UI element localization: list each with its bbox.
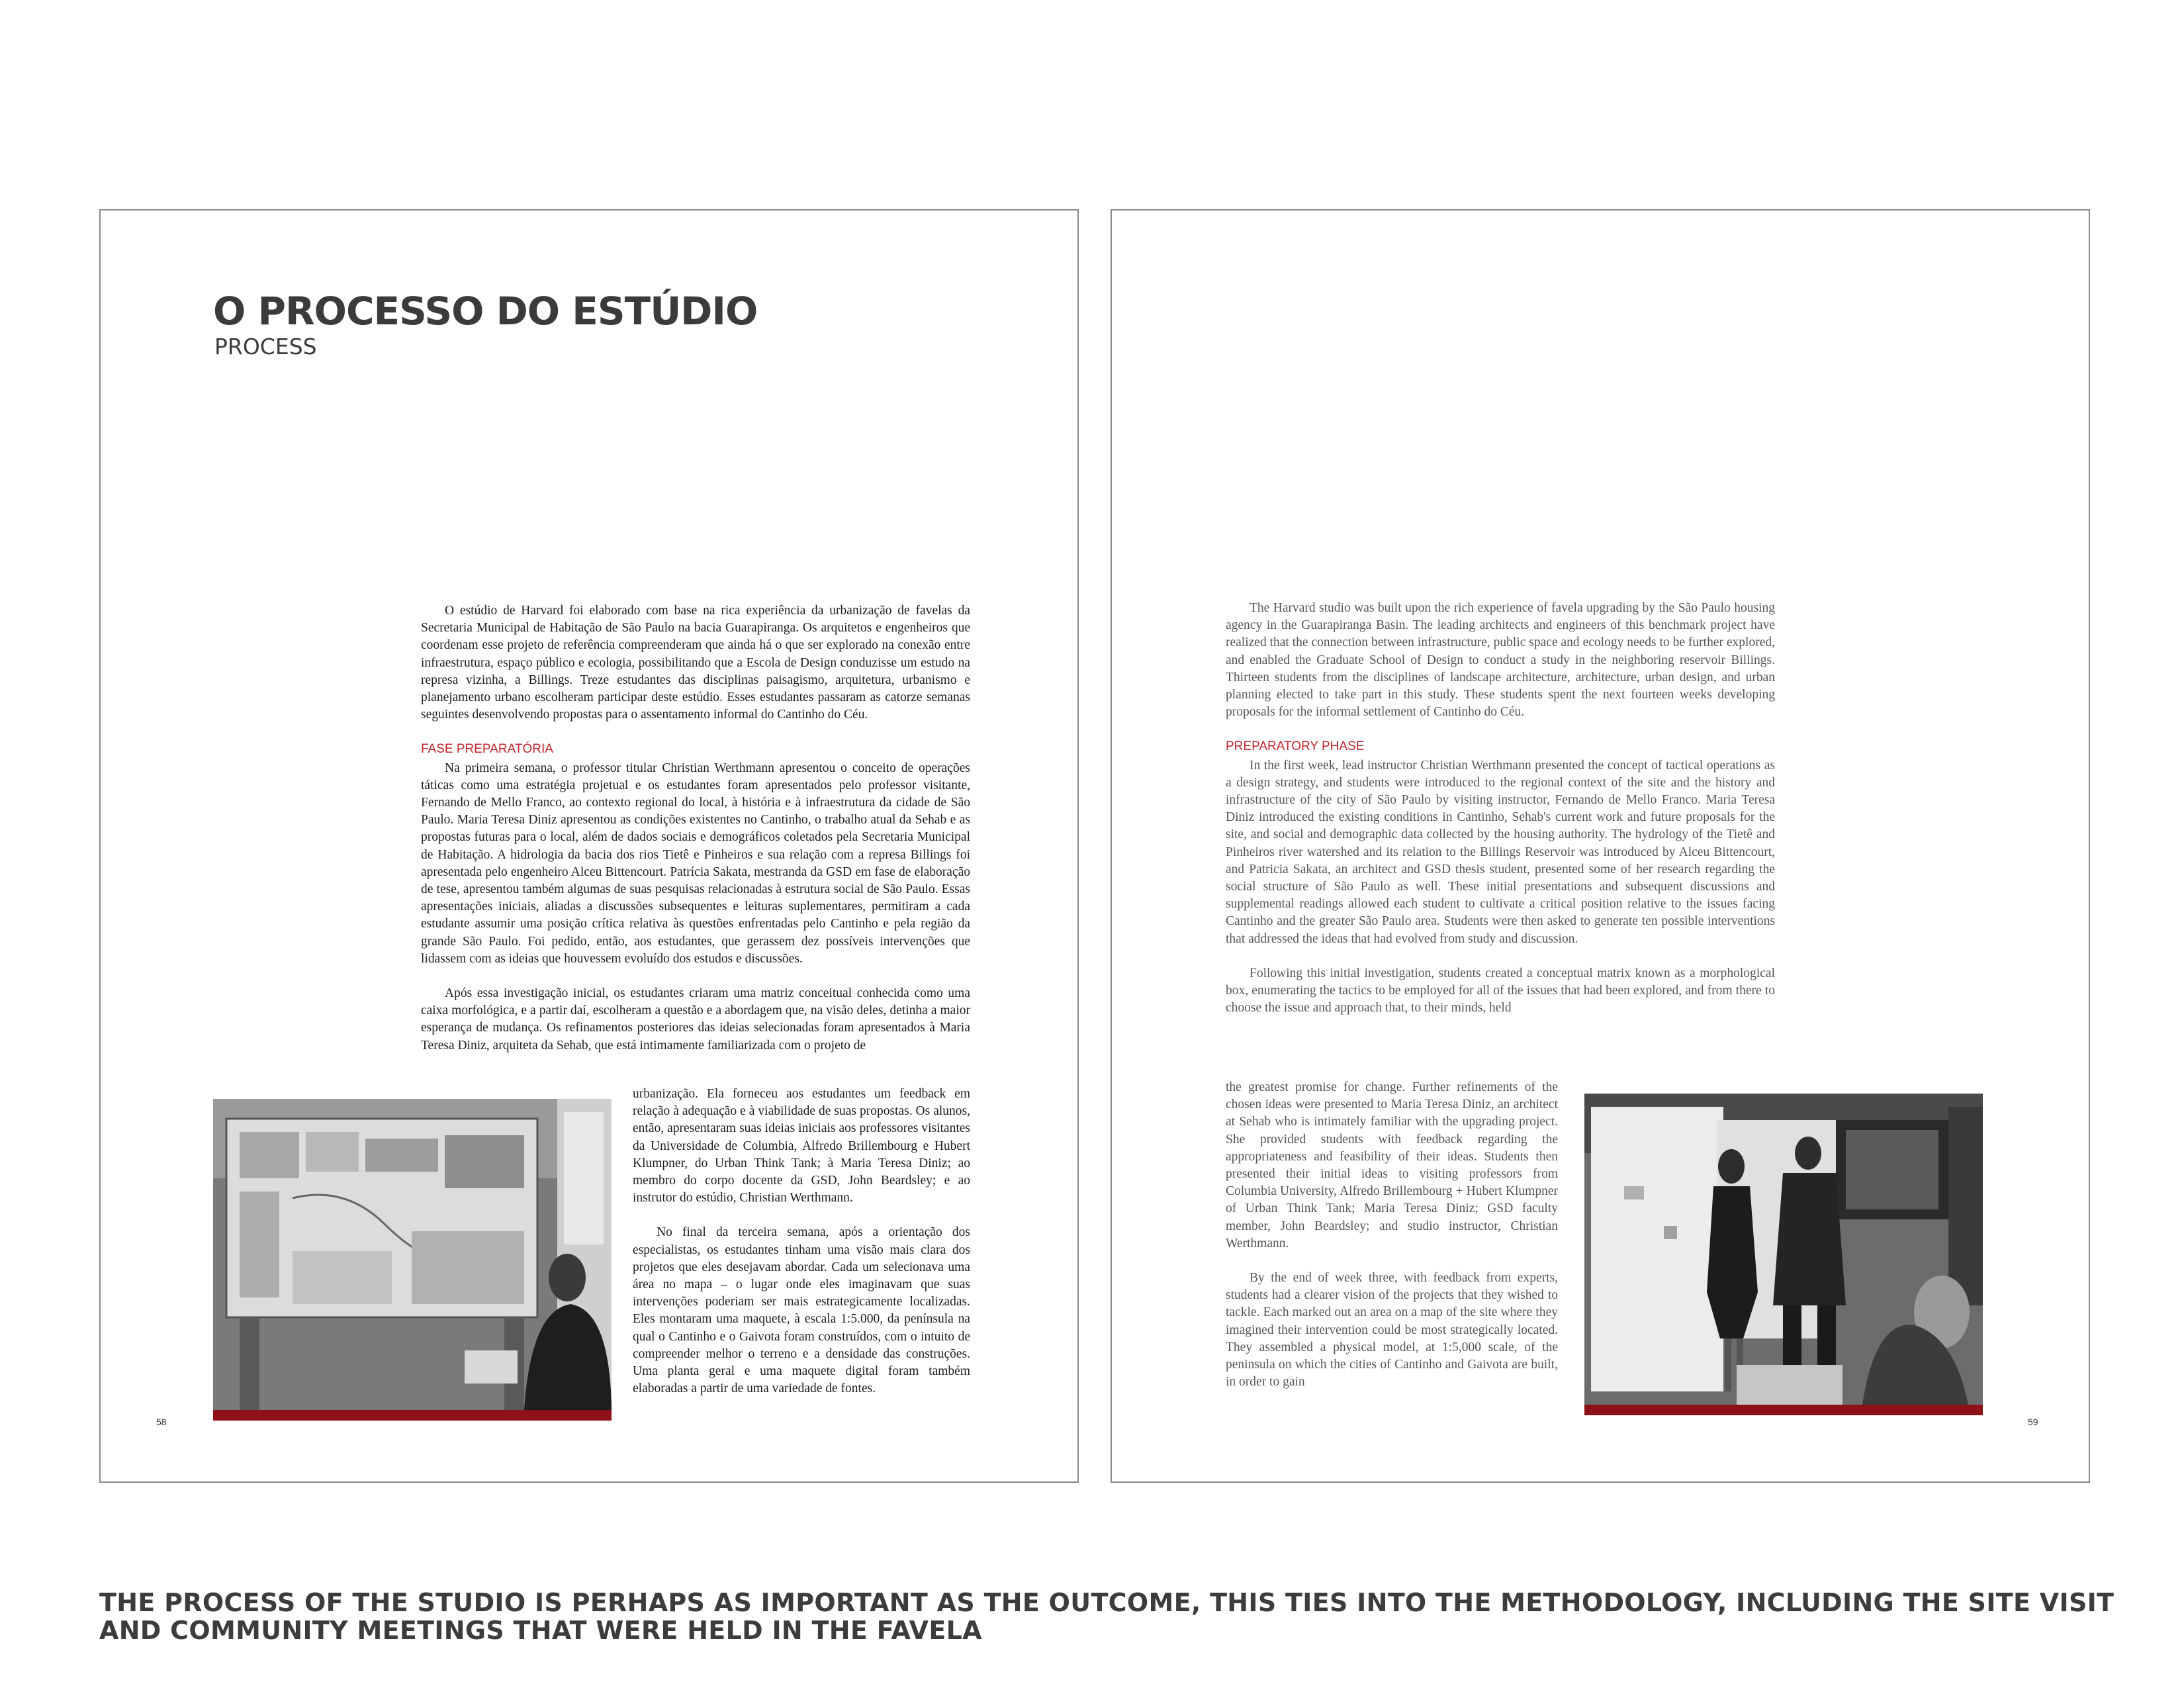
page-number: 58 xyxy=(156,1417,167,1427)
right-page xyxy=(1111,209,2090,1483)
section-paragraph-1: In the first week, lead instructor Christian Werthmann presented the concept of tactical operations as a design strategy, and students were introduced to the regional context of the site and the history and infrastructure of the city of São Paulo by visiting instructor, Fernando de Mello Franco. Maria Teresa Diniz introduced the existing conditions in Cantinho, Sehab's current work and future proposals for the site, and social and demographic data collected by the housing authority. The hydrology of the Tietê and Pinheiros river watershed and its relation to the Billings Reservoir was introduced by Alceu Bittencourt, and Patricia Sakata, an architect and GSD thesis student, presented some of her research regarding the social structure of São Paulo as well. These initial presentations and subsequent discussions and supplemental readings allowed each student to cultivate a critical position relative to the issues facing Cantinho and the greater São Paulo area. Students were then asked to generate ten possible interventions that addressed the ideas that had evolved from study and discussion. xyxy=(1226,758,1775,946)
right-text-top xyxy=(1226,600,1775,1017)
section-paragraph-3: No final da terceira semana, após a orientação dos especialistas, os estudantes tinham uma visão mais clara dos projetos que eles desejavam abordar. Cada um selecionava uma área no mapa – o lugar onde eles imaginavam que suas intervenções poderiam ser mais estrategicamente localizadas. Eles montaram uma maquete, à escala 1:5.000, da península na qual o Cantinho e o Gaivota foram construídos, com o intuito de compreender melhor o terreno e a densidade das construções. Uma planta geral e uma maquete digital foram também elaboradas a partir de uma variedade de fontes. xyxy=(633,1225,970,1396)
page-title: O PROCESSO DO ESTÚDIO xyxy=(213,289,758,334)
photo-label: 6.02 xyxy=(1962,1405,1979,1415)
section-heading: PREPARATORY PHASE xyxy=(1226,739,1365,754)
caption: THE PROCESS OF THE STUDIO IS PERHAPS AS IMPORTANT AS THE OUTCOME, THIS TIES INTO THE METHODOLOGY, INCLUDING THE SITE VISIT AND COMMUNITY MEETINGS THAT WERE HELD IN THE FAVELA xyxy=(99,1588,2115,1645)
studio-photo xyxy=(1584,1094,1983,1405)
section-paragraph-2-top: Após essa investigação inicial, os estudantes criaram uma matriz conceitual conhecida como uma caixa morfológica, e a partir daí, escolheram a questão e a abordagem que, na visão deles, detinha a maior esperança de mudança. Os refinamentos posteriores das ideias selecionadas foram apresentados à Maria Teresa Diniz, arquiteta da Sehab, que está intimamente familiarizada com o projeto de xyxy=(421,986,970,1053)
section-paragraph-3: By the end of week three, with feedback from experts, students had a clearer vision of the projects that they wished to tackle. Each marked out an area on a map of the site where they imagined their intervention could be most strategically located. They assembled a physical model, at 1:5,000 scale, of the peninsula on which the cities of Cantinho and Gaivota are built, in order to gain xyxy=(1226,1271,1558,1389)
left-text-top xyxy=(421,602,970,1055)
section-paragraph-1: Na primeira semana, o professor titular Christian Werthmann apresentou o conceito de operações táticas como uma estratégia projetual e os estudantes foram apresentados pelo professor visitante, Fernando de Mello Franco, ao contexto regional do local, à história e à infraestrutura da cidade de São Paulo. Maria Teresa Diniz apresentou as condições existentes no Cantinho, o trabalho atual da Sehab e as propostas futuras para o local, além de dados sociais e demográficos coletados pela Secretaria Municipal de Habitação. A hidrologia da bacia dos rios Tietê e Pinheiros e sua relação com a represa Billings foi apresentada pelo engenheiro Alceu Bittencourt. Patrícia Sakata, mestranda da GSD em fase de elaboração de tese, apresentou também algumas de suas pesquisas relacionadas à estrutura social de São Paulo. Essas apresentações iniciais, aliadas a discussões subsequentes e leituras suplementares, permitiram a cada estudante assumir uma posição crítica relativa às questões enfrentadas pelo Cantinho e pela região da grande São Paulo. Foi pedido, então, aos estudantes, que gerassem dez possíveis intervenções que lidassem com as ideias que houvessem evoluído dos estudos e discussões. xyxy=(421,761,970,966)
section-paragraph-2-top: Following this initial investigation, students created a conceptual matrix known as a morphological box, enumerating the tactics to be employed for all of the issues that had been explored, and from there to choose the issue and approach that, to their minds, held xyxy=(1226,966,1775,1015)
left-page xyxy=(99,209,1079,1483)
photo-label: 6.01 xyxy=(216,1410,233,1420)
photo-6-02 xyxy=(1584,1094,1983,1415)
section-paragraph-2-bottom: the greatest promise for change. Further refinements of the chosen ideas were presented to Maria Teresa Diniz, an architect at Sehab who is intimately familiar with the upgrading project. She provided students with feedback regarding the appropriateness and feasibility of their ideas. Students then presented their initial ideas to visiting professors from Columbia University, Alfredo Brillembourg + Hubert Klumpner of Urban Think Tank; Maria Teresa Diniz; GSD faculty member, John Beardsley; and studio instructor, Christian Werthmann. xyxy=(1226,1080,1558,1250)
right-text-bottom xyxy=(1226,1079,1558,1408)
section-heading: FASE PREPARATÓRIA xyxy=(421,742,553,757)
intro-paragraph: O estúdio de Harvard foi elaborado com base na rica experiência da urbanização de favelas da Secretaria Municipal de Habitação de São Paulo na bacia Guarapiranga. Os arquitetos e engenheiros que coordenam esse projeto de referência compreenderam que ainda há o que ser explorado na conexão entre infraestrutura, espaço público e ecologia, possibilitando que a Escola de Design conduzisse um estudo na represa vizinha, a Billings. Treze estudantes das disciplinas paisagismo, arquitetura, urbanismo e planejamento urbano escolheram participar deste estúdio. Esses estudantes passaram as catorze semanas seguintes desenvolvendo propostas para o assentamento informal do Cantinho do Céu. xyxy=(421,604,970,722)
presentation-photo xyxy=(213,1099,612,1410)
page-subtitle: PROCESS xyxy=(214,334,317,359)
photo-6-01 xyxy=(213,1099,612,1421)
left-text-bottom xyxy=(633,1086,970,1415)
intro-paragraph: The Harvard studio was built upon the rich experience of favela upgrading by the São Paulo housing agency in the Guarapiranga Basin. The leading architects and engineers of this benchmark project have realized that the connection between infrastructure, public space and ecology needs to be further explored, and enabled the Graduate School of Design to conduct a study in the neighboring reservoir Billings. Thirteen students from the disciplines of landscape architecture, architecture, urban design, and urban planning elected to take part in this study. These students spent the next fourteen weeks developing proposals for the informal settlement of Cantinho do Céu. xyxy=(1226,601,1775,720)
section-paragraph-2-bottom: urbanização. Ela forneceu aos estudantes um feedback em relação à adequação e à viabilidade de suas propostas. Os alunos, então, apresentaram suas ideias iniciais aos professores visitantes da Universidade de Columbia, Alfredo Brillembourg e Hubert Klumpner, do Urban Think Tank; à Maria Teresa Diniz; ao membro do corpo docente da GSD, John Beardsley; e ao instrutor do estúdio, Christian Werthmann. xyxy=(633,1087,970,1205)
page-number: 59 xyxy=(2028,1417,2038,1427)
